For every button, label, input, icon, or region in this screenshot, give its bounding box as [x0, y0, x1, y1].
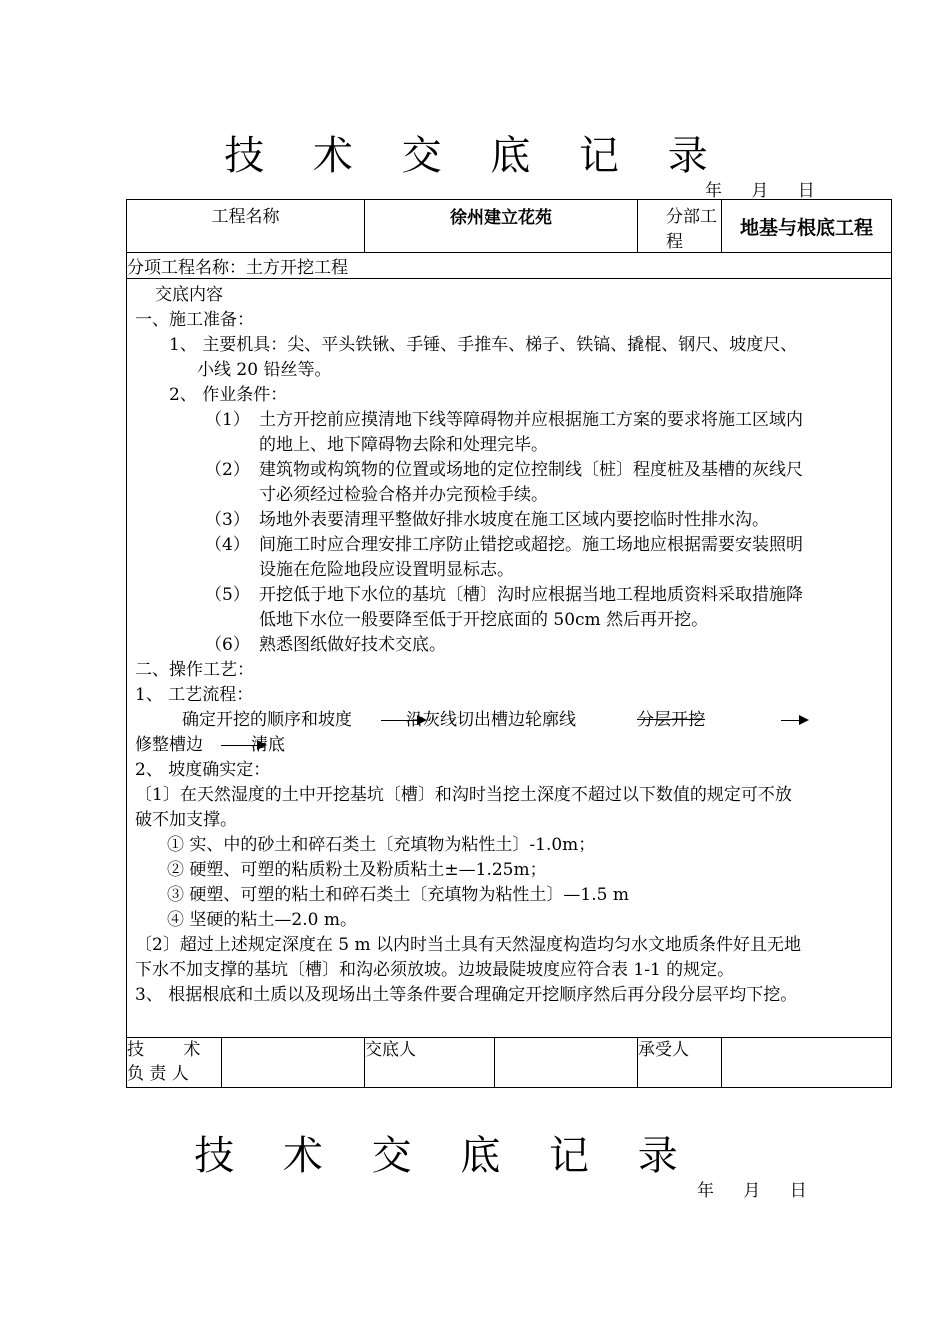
document-title: 技 术 交 底 记 录: [224, 133, 726, 179]
condition-6: （6） 熟悉图纸做好技术交底。: [205, 635, 446, 655]
process-flow-heading: 1、 工艺流程：: [135, 685, 254, 705]
flow-step-4: 修整槽边: [135, 735, 203, 755]
receiver-label: 承受人: [638, 1038, 722, 1088]
process-flow-line-2: [135, 733, 883, 758]
slope-para-2: 〔2〕超过上述规定深度在 5 m 以内时当土具有天然湿度构造均匀水文地质条件好且无地: [135, 935, 801, 955]
flow-step-1: 确定开挖的顺序和坡度: [182, 710, 352, 730]
subitem-name: 分项工程名称：土方开挖工程: [127, 253, 892, 279]
slope-para-2-cont: 下水不加支撑的基坑〔槽〕和沟必须放坡。边坡最陡坡度应符合表 1-1 的规定。: [135, 960, 735, 980]
tech-lead-signature[interactable]: [222, 1038, 365, 1088]
condition-5-cont: 低地下水位一般要降至低于开挖底面的 50cm 然后再开挖。: [259, 610, 709, 630]
content-row: [127, 279, 892, 1038]
subitem-row: [127, 253, 892, 279]
slope-item-2: ② 硬塑、可塑的粘质粉土及粉质粘土±—1.25m；: [167, 860, 547, 880]
condition-3: （3） 场地外表要清理平整做好排水坡度在施工区域内要挖临时性排水沟。: [205, 510, 769, 530]
flow-step-2: 沿灰线切出槽边轮廓线: [406, 710, 576, 730]
handover-signature[interactable]: [495, 1038, 638, 1088]
condition-2-cont: 寸必须经过检验合格并办完预检手续。: [259, 485, 548, 505]
flow-step-3: 分层开挖: [637, 710, 705, 730]
content-heading: 交底内容: [155, 285, 223, 305]
date-line-2: 年 月 日: [697, 1181, 809, 1201]
tech-lead-label: 技 术 负 责 人: [127, 1038, 222, 1088]
project-name-value: 徐州建立花苑: [365, 200, 638, 253]
project-name-label: 工程名称: [127, 200, 365, 253]
section-2-heading: 二、操作工艺：: [135, 660, 254, 680]
slope-item-3: ③ 硬塑、可塑的粘土和碎石类土〔充填物为粘性土〕—1.5 m: [167, 885, 629, 905]
document-title-2: 技 术 交 底 记 录: [194, 1133, 696, 1179]
condition-5: （5） 开挖低于地下水位的基坑〔槽〕沟时应根据当地工程地质资料采取措施降: [205, 585, 803, 605]
tools-line-1: 1、 主要机具：尖、平头铁锹、手锤、手推车、梯子、铁镐、撬棍、钢尺、坡度尺、: [169, 335, 798, 355]
process-flow-line-1: [135, 708, 883, 733]
division-value: 地基与根底工程: [722, 200, 892, 253]
condition-2: （2） 建筑物或构筑物的位置或场地的定位控制线〔桩〕程度桩及基槽的灰线尺: [205, 460, 803, 480]
content-cell: [127, 279, 892, 1038]
slope-item-1: ① 实、中的砂土和碎石类土〔充填物为粘性土〕-1.0m；: [167, 835, 596, 855]
record-form: [126, 199, 892, 1088]
division-label: 分部工程: [638, 200, 722, 253]
tools-line-2: 小线 20 铅丝等。: [197, 360, 332, 380]
condition-4: （4） 间施工时应合理安排工序防止错挖或超挖。施工场地应根据需要安装照明: [205, 535, 803, 555]
section-1-heading: 一、施工准备：: [135, 310, 254, 330]
header-row: [127, 200, 892, 253]
handover-label: 交底人: [365, 1038, 495, 1088]
date-line: 年 月 日: [705, 181, 817, 201]
slope-para-1: 〔1〕在天然湿度的土中开挖基坑〔槽〕和沟时当挖土深度不超过以下数值的规定可不放: [135, 785, 792, 805]
slope-heading: 2、 坡度确实定：: [135, 760, 271, 780]
slope-para-1-cont: 破不加支撑。: [135, 810, 237, 830]
slope-item-4: ④ 坚硬的粘土—2.0 m。: [167, 910, 357, 930]
excavation-order: 3、 根据根底和土质以及现场出土等条件要合理确定开挖顺序然后再分段分层平均下挖。: [135, 985, 798, 1005]
receiver-signature[interactable]: [722, 1038, 892, 1088]
conditions-heading: 2、 作业条件：: [169, 385, 288, 405]
flow-arrow-3: [781, 720, 807, 721]
signature-row: [127, 1038, 892, 1088]
condition-1: （1） 土方开挖前应摸清地下线等障碍物并应根据施工方案的要求将施工区域内: [205, 410, 803, 430]
condition-1-cont: 的地上、地下障碍物去除和处理完毕。: [259, 435, 548, 455]
flow-step-5: 清底: [251, 735, 285, 755]
condition-4-cont: 设施在危险地段应设置明显标志。: [259, 560, 514, 580]
